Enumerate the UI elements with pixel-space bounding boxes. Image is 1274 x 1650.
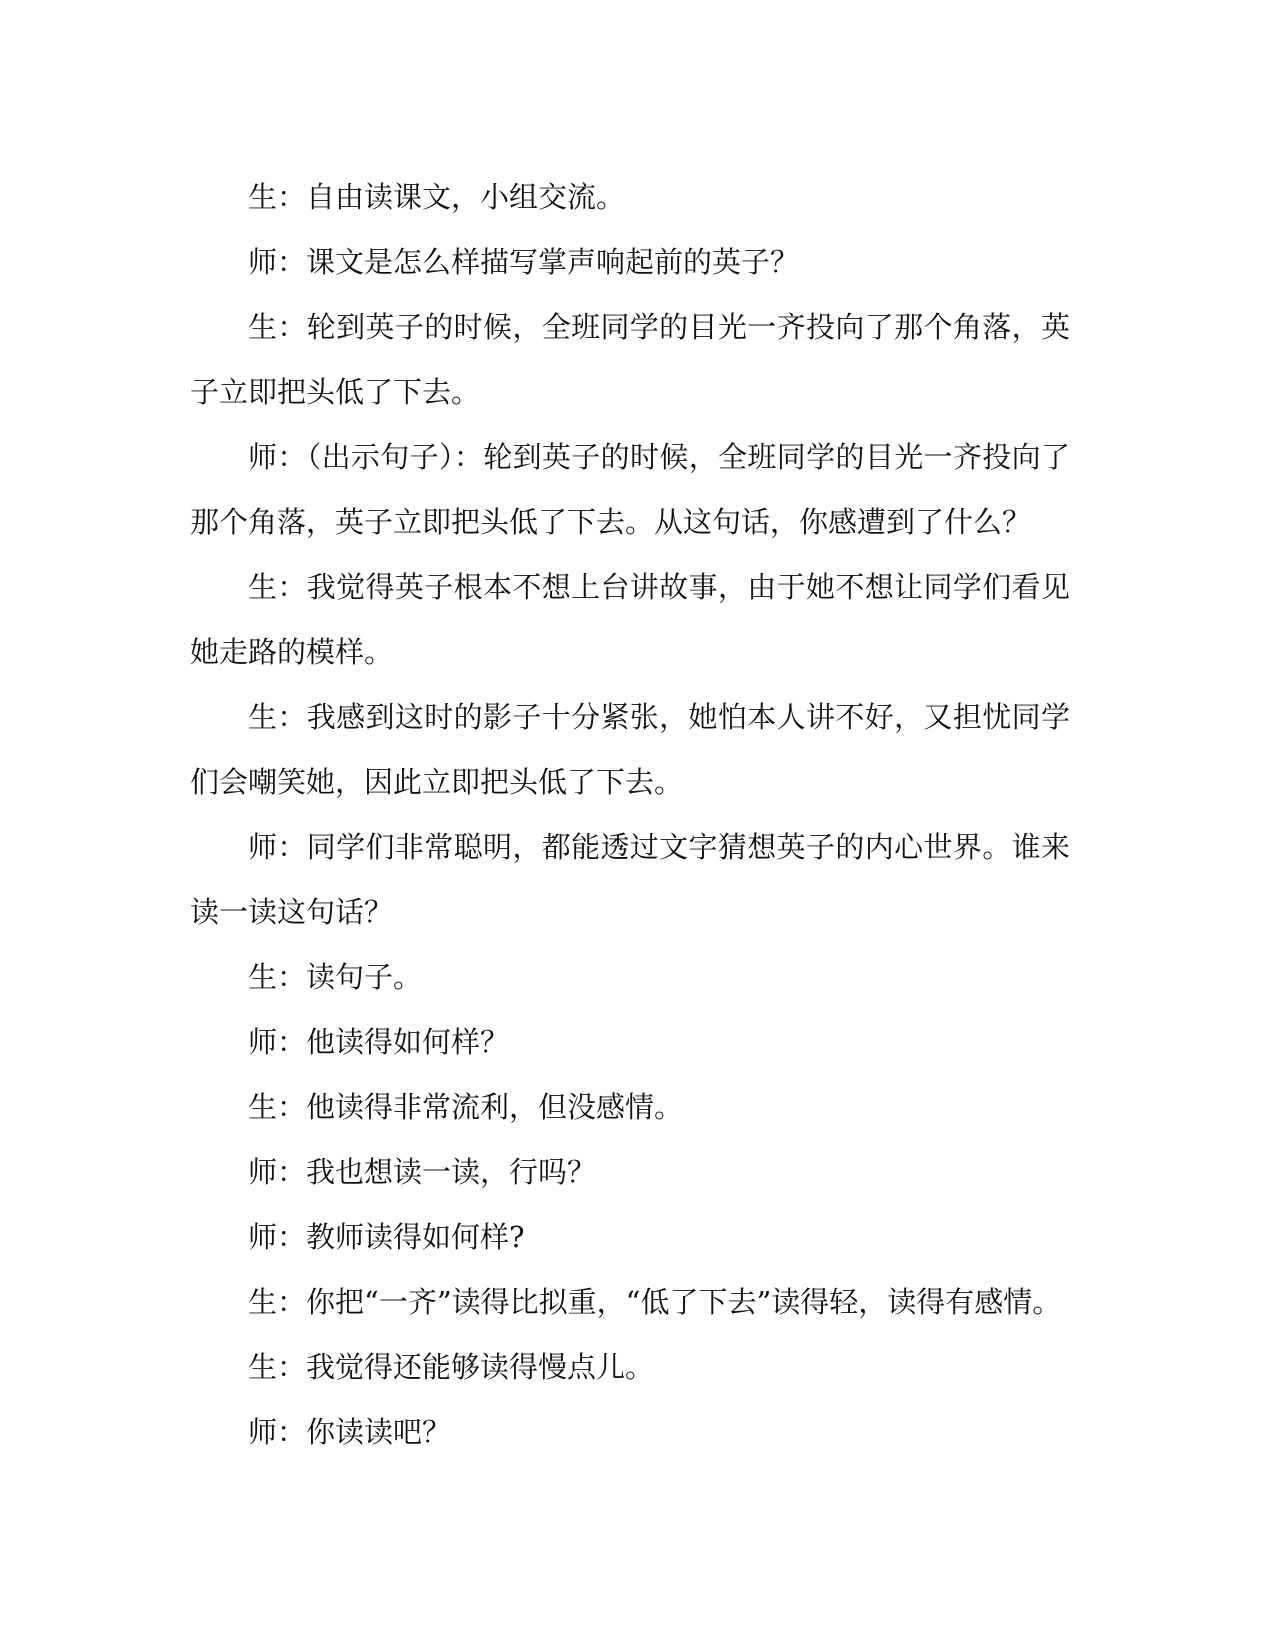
paragraph: 师：他读得如何样？ [248, 1025, 510, 1059]
paragraph: 师：我也想读一读，行吗？ [248, 1155, 597, 1189]
paragraph: 生：轮到英子的时候，全班同学的目光一齐投向了那个角落，英子立即把头低了下去。 [190, 310, 1070, 409]
paragraph: 生：你把“一齐”读得比拟重，“低了下去”读得轻，读得有感情。 [248, 1285, 1062, 1319]
paragraph: 生：读句子。 [248, 960, 423, 994]
paragraph: 生：我觉得还能够读得慢点儿。 [248, 1350, 655, 1384]
paragraph: 师：课文是怎么样描写掌声响起前的英子？ [248, 245, 800, 279]
paragraph: 生：我觉得英子根本不想上台讲故事，由于她不想让同学们看见她走路的模样。 [190, 570, 1070, 669]
paragraph: 生：我感到这时的影子十分紧张，她怕本人讲不好，又担忧同学们会嘲笑她，因此立即把头低了下去。 [190, 700, 1070, 799]
paragraph: 生：自由读课文，小组交流。 [248, 180, 626, 214]
paragraph: 师：你读读吧？ [248, 1415, 452, 1449]
document-body [190, 165, 1070, 1465]
paragraph: 师：教师读得如何样? [248, 1220, 525, 1254]
paragraph: 师：（出示句子）：轮到英子的时候，全班同学的目光一齐投向了那个角落，英子立即把头低了下去。从这句话，你感遭到了什么？ [190, 440, 1070, 539]
paragraph: 生：他读得非常流利，但没感情。 [248, 1090, 684, 1124]
paragraph: 师：同学们非常聪明，都能透过文字猜想英子的内心世界。谁来读一读这句话？ [190, 830, 1070, 929]
